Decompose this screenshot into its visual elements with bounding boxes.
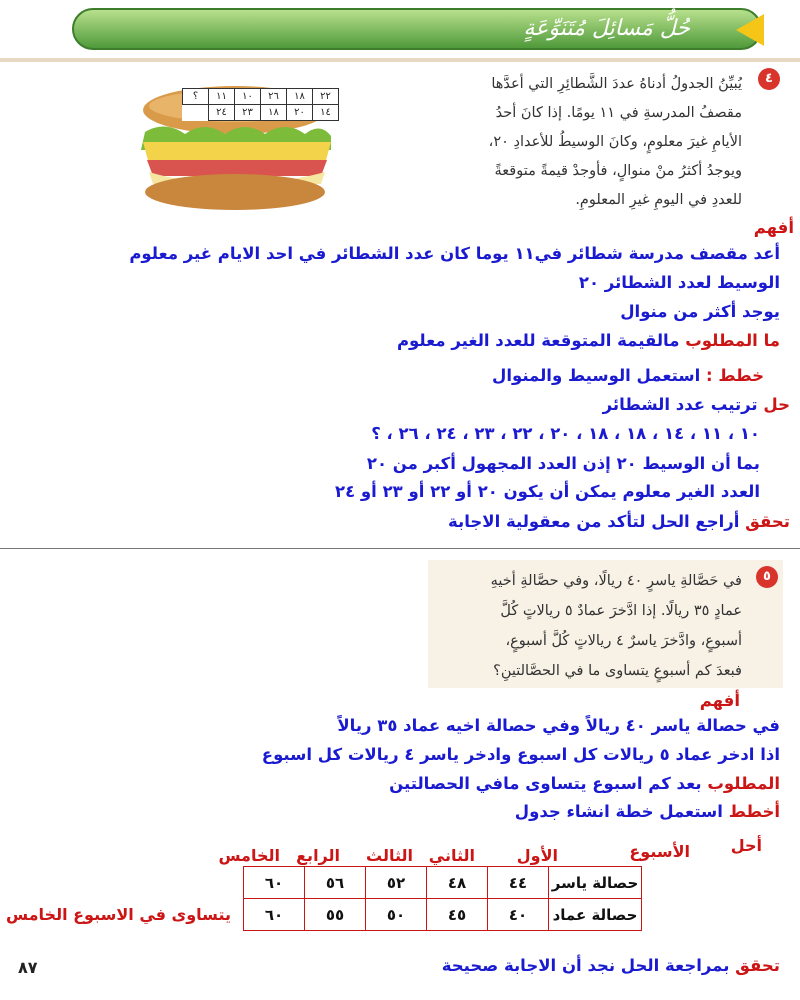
table-cell: ٢٦ xyxy=(261,89,287,105)
table-cell: ١٨ xyxy=(287,89,313,105)
section-divider xyxy=(0,548,800,549)
question-5-text xyxy=(491,566,742,686)
sol5-line-2: اذا ادخر عماد ٥ ريالات كل اسبوع وادخر ياسر ٤ ريالات كل اسبوع xyxy=(261,745,780,764)
q5-line: عمادٍ ٣٥ ريالًا. إذا ادَّخرَ عمادٌ ٥ ريالاتٍ كُلَّ xyxy=(500,603,742,619)
question-number-5: ٥ xyxy=(756,566,778,588)
table-cell: ٥٠ xyxy=(366,899,427,931)
table-cell: ١٨ xyxy=(261,105,287,121)
header-third: الثالث xyxy=(366,846,413,865)
q5-line: أسبوعٍ، وادَّخرَ ياسرٌ ٤ ريالاتٍ كُلَّ أسبوعٍ، xyxy=(505,633,742,649)
table-cell: ٢٣ xyxy=(235,105,261,121)
header-fifth: الخامس xyxy=(218,846,280,865)
table-cell: ٢٢ xyxy=(313,89,339,105)
sol4-line-1: أعد مقصف مدرسة شطائر في١١ يوما كان عدد الشطائر في احد الايام غير معلوم xyxy=(129,244,780,263)
section-banner xyxy=(72,8,762,50)
table-cell: ٤٨ xyxy=(427,867,488,899)
table-cell: ٥٢ xyxy=(366,867,427,899)
row-label: حصالة عماد xyxy=(549,899,642,931)
header-week: الأسبوع xyxy=(629,842,690,861)
check-text-5: بمراجعة الحل نجد أن الاجابة صحيحة xyxy=(441,956,730,975)
banner-arrow-icon xyxy=(736,14,764,46)
table-cell: ٥٥ xyxy=(305,899,366,931)
table-row xyxy=(244,867,642,899)
sol4-line-9: العدد الغير معلوم يمكن أن يكون ٢٠ أو ٢٢ أو ٢٣ أو ٢٤ xyxy=(335,482,760,501)
sol5-line-3 xyxy=(389,774,780,793)
table-cell: ٢٠ xyxy=(287,105,313,121)
savings-table xyxy=(243,866,642,931)
table-cell: ١٤ xyxy=(313,105,339,121)
solve-label-5: أحل xyxy=(730,836,762,855)
solve-text: ترتيب عدد الشطائر xyxy=(602,395,758,414)
sol4-line-10 xyxy=(448,512,790,531)
table-cell: ١٠ xyxy=(235,89,261,105)
plan-text: استعمل الوسيط والمنوال xyxy=(492,366,701,385)
question-number-4: ٤ xyxy=(758,68,780,90)
header-second: الثاني xyxy=(428,846,475,865)
sol4-line-6 xyxy=(603,395,790,414)
sol4-line-2: الوسيط لعدد الشطائر ٢٠ xyxy=(578,273,780,292)
header-fourth: الرابع xyxy=(296,846,340,865)
check-text: أراجع الحل لتأكد من معقولية الاجابة xyxy=(448,512,740,531)
required-text: مالقيمة المتوقعة للعدد الغير معلوم xyxy=(396,331,680,350)
plan-label-5: أخطط xyxy=(728,802,780,821)
table-cell: ؟ xyxy=(183,89,209,105)
table-cell: ١١ xyxy=(209,89,235,105)
table-cell: ٦٠ xyxy=(244,899,305,931)
sol4-line-3: يوجد أكثر من منوال xyxy=(620,302,780,321)
equal-week-note: يتساوى في الاسبوع الخامس xyxy=(6,905,231,924)
q4-line: الأيامِ غيرَ معلومٍ، وكانَ الوسيطُ للأعدادِ ٢٠، xyxy=(488,134,742,150)
q4-line: للعددِ في اليومِ غيرِ المعلومِ. xyxy=(575,192,742,208)
solve-label: حل xyxy=(763,395,790,414)
check-label-5: تحقق xyxy=(735,956,780,975)
table-cell: ٤٤ xyxy=(488,867,549,899)
row-label: حصالة ياسر xyxy=(549,867,642,899)
sol5-line-1: في حصالة ياسر ٤٠ ريالاً وفي حصالة اخيه عماد ٣٥ ريالاً xyxy=(337,716,780,735)
table-row xyxy=(183,105,339,121)
required-label-5: المطلوب xyxy=(707,774,780,793)
plan-text-5: استعمل خطة انشاء جدول xyxy=(514,802,723,821)
table-row xyxy=(244,899,642,931)
plan-label: خطط : xyxy=(706,366,764,385)
question-4-text xyxy=(489,70,742,215)
sol5-check xyxy=(442,956,780,975)
sol4-line-8: بما أن الوسيط ٢٠ إذن العدد المجهول أكبر من ٢٠ xyxy=(366,454,760,473)
afham-label-5: أفهم xyxy=(699,691,740,710)
afham-label: أفهم xyxy=(753,218,794,237)
sol4-sorted-list: ١٠ ، ١١ ، ١٤ ، ١٨ ، ١٨ ، ٢٠ ، ٢٢ ، ٢٣ ، ٢٤ ، ٢٦ ، ؟ xyxy=(371,424,760,443)
q4-data-table xyxy=(182,88,339,121)
q4-line: مقصفُ المدرسةِ في ١١ يومًا. إذا كانَ أحدُ xyxy=(495,105,742,121)
banner-title: حُلُّ مَسائِلَ مُتَنَوِّعَةٍ xyxy=(523,16,690,41)
table-cell: ٤٥ xyxy=(427,899,488,931)
q5-line: في حَصَّالةِ ياسرٍ ٤٠ ريالًا، وفي حصَّالةِ أخيهِ xyxy=(490,573,742,589)
page-number: ٨٧ xyxy=(18,958,38,977)
sol5-line-4 xyxy=(515,802,780,821)
table-cell: ٢٤ xyxy=(209,105,235,121)
check-label: تحقق xyxy=(745,512,790,531)
required-label: ما المطلوب xyxy=(685,331,780,350)
banner-divider xyxy=(0,58,800,62)
table-cell: ٤٠ xyxy=(488,899,549,931)
table-cell: ٥٦ xyxy=(305,867,366,899)
sol4-line-5 xyxy=(492,366,764,385)
header-first: الأول xyxy=(516,846,558,865)
sol4-line-4 xyxy=(397,331,780,350)
table-cell: ٦٠ xyxy=(244,867,305,899)
q5-line: فبعدَ كم أسبوعٍ يتساوى ما في الحصَّالتينِ؟ xyxy=(493,663,742,679)
q4-line: يُبيِّنُ الجدولُ أدناهُ عددَ الشَّطائِرِ التي أعدَّها xyxy=(491,76,742,92)
table-row xyxy=(183,89,339,105)
q4-line: ويوجدُ أكثرُ منْ منوالٍ، فأوجدْ قيمةً متوقعةً xyxy=(494,163,742,179)
required-text-5: بعد كم اسبوع يتساوى مافي الحصالتين xyxy=(389,774,702,793)
table-cell xyxy=(183,105,209,121)
